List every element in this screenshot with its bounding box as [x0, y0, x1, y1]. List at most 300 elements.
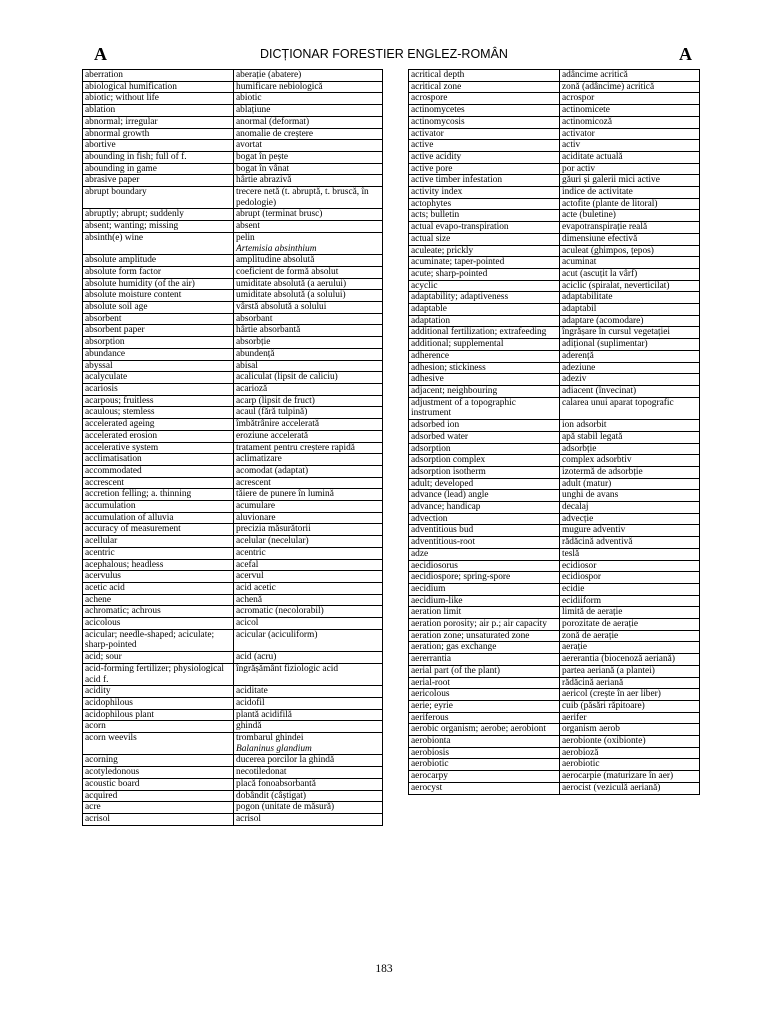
romanian-term — [234, 395, 383, 407]
romanian-translation: acervul — [236, 571, 264, 582]
romanian-translation: organism aerob — [562, 724, 620, 735]
entry-row — [409, 397, 700, 419]
romanian-term — [560, 374, 700, 386]
romanian-term — [234, 697, 383, 709]
english-term: aericolous — [409, 689, 560, 701]
entry-row — [409, 665, 700, 677]
entry-row — [83, 536, 383, 548]
entry-row — [83, 582, 383, 594]
english-term: adherence — [409, 350, 560, 362]
entry-row — [83, 348, 383, 360]
romanian-translation: aderență — [562, 350, 594, 361]
romanian-term — [234, 105, 383, 117]
romanian-term — [560, 70, 700, 82]
romanian-translation: tăiere de punere în lumină — [236, 489, 334, 500]
romanian-term — [560, 268, 700, 280]
romanian-term — [234, 814, 383, 826]
romanian-term — [234, 594, 383, 606]
romanian-term — [234, 348, 383, 360]
english-term: aerial part (of the plant) — [409, 665, 560, 677]
romanian-translation: bogat în vânat — [236, 163, 290, 174]
romanian-translation: ion adsorbit — [562, 420, 607, 431]
romanian-translation: adeziv — [562, 374, 587, 385]
romanian-translation: actinomicete — [562, 105, 610, 116]
romanian-translation: adițional (suplimentar) — [562, 339, 648, 350]
romanian-translation: acte (buletine) — [562, 210, 616, 221]
english-term: acid; sour — [83, 652, 234, 664]
english-term: adaptation — [409, 315, 560, 327]
english-term: aeration; gas exchange — [409, 642, 560, 654]
romanian-term — [560, 782, 700, 794]
entry-row — [83, 372, 383, 384]
romanian-translation: bogat în pește — [236, 151, 289, 162]
english-term: accelerative system — [83, 442, 234, 454]
entry-row — [409, 548, 700, 560]
romanian-translation: partea aeriană (a plantei) — [562, 665, 655, 676]
entry-row — [409, 175, 700, 187]
english-term: adsorbed water — [409, 431, 560, 443]
latin-name: Balaninus glandium — [236, 743, 312, 754]
english-term: actual evapo-transpiration — [409, 222, 560, 234]
romanian-term — [234, 618, 383, 630]
romanian-term — [234, 442, 383, 454]
page-number: 183 — [375, 963, 393, 975]
english-term: absinth(e) wine — [83, 232, 234, 254]
romanian-translation: calarea unui aparat topografic — [562, 397, 674, 408]
entry-row — [83, 594, 383, 606]
romanian-term — [234, 489, 383, 501]
romanian-translation: mugure adventiv — [562, 525, 626, 536]
romanian-translation: adeziune — [562, 362, 596, 373]
entry-row — [409, 595, 700, 607]
romanian-translation: aculeat (ghimpos, țepos) — [562, 245, 654, 256]
english-term: actual size — [409, 233, 560, 245]
romanian-translation: aciclic (spiralat, neverticilat) — [562, 280, 670, 291]
romanian-term — [560, 478, 700, 490]
romanian-term — [560, 771, 700, 783]
romanian-translation: hârtie absorbantă — [236, 325, 301, 336]
entry-row — [83, 733, 383, 755]
romanian-translation: dimensiune efectivă — [562, 233, 638, 244]
english-term: adaptability; adaptiveness — [409, 292, 560, 304]
romanian-translation: ecidiospor — [562, 572, 602, 583]
entry-row — [83, 407, 383, 419]
english-term: additional fertilization; extrafeeding — [409, 327, 560, 339]
romanian-translation: acut (ascuțit la vârf) — [562, 268, 638, 279]
english-term: accommodated — [83, 465, 234, 477]
romanian-translation: adult (matur) — [562, 478, 612, 489]
english-term: acritical zone — [409, 81, 560, 93]
english-term: aecidium — [409, 583, 560, 595]
english-term: aererrantia — [409, 654, 560, 666]
romanian-term — [560, 443, 700, 455]
romanian-term — [560, 151, 700, 163]
romanian-translation: apă stabil legată — [562, 431, 623, 442]
romanian-term — [234, 232, 383, 254]
romanian-term — [234, 778, 383, 790]
latin-name: Artemisia absinthium — [236, 243, 317, 254]
entry-row — [83, 547, 383, 559]
english-term: achene — [83, 594, 234, 606]
romanian-term — [234, 151, 383, 163]
english-term: adhesion; stickiness — [409, 362, 560, 374]
romanian-translation: aerocarpie (maturizare în aer) — [562, 771, 674, 782]
entry-row — [409, 362, 700, 374]
romanian-term — [560, 525, 700, 537]
entry-row — [409, 268, 700, 280]
english-term: adsorption — [409, 443, 560, 455]
entry-row — [83, 652, 383, 664]
english-term: abortive — [83, 140, 234, 152]
romanian-term — [234, 383, 383, 395]
romanian-translation: adaptabil — [562, 304, 597, 315]
english-term: adult; developed — [409, 478, 560, 490]
romanian-translation: evapotranspirație reală — [562, 222, 648, 233]
romanian-translation: găuri și galerii mici active — [562, 175, 660, 186]
romanian-translation: adâncime acritică — [562, 70, 628, 80]
entry-row — [409, 700, 700, 712]
romanian-translation: actinomicoză — [562, 116, 612, 127]
romanian-term — [234, 407, 383, 419]
romanian-translation: acarp (lipsit de fruct) — [236, 395, 315, 406]
english-term: acicolous — [83, 618, 234, 630]
english-term: acute; sharp-pointed — [409, 268, 560, 280]
romanian-term — [234, 175, 383, 187]
english-term: acritical depth — [409, 70, 560, 82]
entry-row — [83, 232, 383, 254]
romanian-term — [560, 502, 700, 514]
english-term: absolute form factor — [83, 266, 234, 278]
english-term: adventitious bud — [409, 525, 560, 537]
romanian-term — [560, 163, 700, 175]
romanian-translation: zonă de aerație — [562, 630, 619, 641]
romanian-translation: aclimatizare — [236, 454, 282, 465]
romanian-translation: acuminat — [562, 257, 597, 268]
romanian-term — [234, 547, 383, 559]
romanian-term — [234, 360, 383, 372]
romanian-term — [234, 477, 383, 489]
romanian-translation: complex adsorbtiv — [562, 455, 632, 466]
entry-row — [83, 571, 383, 583]
english-term: adsorption complex — [409, 455, 560, 467]
entry-row — [83, 606, 383, 618]
entry-row — [83, 524, 383, 536]
romanian-translation: acentric — [236, 547, 266, 558]
entry-row — [409, 339, 700, 351]
english-term: aerobiotic — [409, 759, 560, 771]
english-term: aerie; eyrie — [409, 700, 560, 712]
entry-row — [83, 814, 383, 826]
entry-row — [83, 442, 383, 454]
romanian-term — [560, 548, 700, 560]
entry-row — [409, 245, 700, 257]
romanian-term — [234, 606, 383, 618]
romanian-term — [560, 513, 700, 525]
english-term: accelerated ageing — [83, 419, 234, 431]
romanian-term — [560, 466, 700, 478]
entry-row — [409, 187, 700, 199]
romanian-translation: eroziune accelerată — [236, 430, 309, 441]
romanian-translation: acromatic (necolorabil) — [236, 606, 324, 617]
romanian-term — [234, 767, 383, 779]
romanian-term — [560, 736, 700, 748]
entry-row — [409, 513, 700, 525]
romanian-term — [560, 712, 700, 724]
romanian-translation: abisal — [236, 360, 258, 371]
english-term: acotyledonous — [83, 767, 234, 779]
romanian-term — [234, 116, 383, 128]
romanian-translation: abrupt (terminat brusc) — [236, 209, 323, 220]
english-term: absolute soil age — [83, 302, 234, 314]
entry-row — [83, 778, 383, 790]
romanian-term — [234, 128, 383, 140]
entry-row — [83, 360, 383, 372]
english-term: adsorption isotherm — [409, 466, 560, 478]
romanian-term — [234, 512, 383, 524]
romanian-translation: anormal (deformat) — [236, 116, 310, 127]
entry-row — [83, 501, 383, 513]
right-column-table — [408, 69, 700, 795]
entry-row — [83, 663, 383, 685]
romanian-translation: acelular (necelular) — [236, 536, 309, 547]
entry-row — [409, 105, 700, 117]
entry-row — [83, 187, 383, 209]
english-term: abrasive paper — [83, 175, 234, 187]
entry-row — [83, 163, 383, 175]
entry-row — [409, 736, 700, 748]
romanian-translation: aererantia (biocenoză aeriană) — [562, 654, 675, 665]
english-term: aerial-root — [409, 677, 560, 689]
romanian-translation: acid acetic — [236, 582, 276, 593]
romanian-term — [560, 490, 700, 502]
english-term: acervulus — [83, 571, 234, 583]
entry-row — [409, 583, 700, 595]
entry-row — [83, 81, 383, 93]
entry-row — [409, 747, 700, 759]
romanian-term — [234, 790, 383, 802]
romanian-term — [560, 665, 700, 677]
english-term: abounding in game — [83, 163, 234, 175]
entry-row — [409, 642, 700, 654]
english-term: abiological humification — [83, 81, 234, 93]
romanian-translation: îmbătrânire accelerată — [236, 419, 320, 430]
romanian-term — [234, 163, 383, 175]
entry-row — [409, 431, 700, 443]
entry-row — [83, 255, 383, 267]
romanian-translation: aericol (crește în aer liber) — [562, 689, 661, 700]
romanian-term — [234, 187, 383, 209]
romanian-term — [560, 257, 700, 269]
english-term: abnormal; irregular — [83, 116, 234, 128]
romanian-term — [234, 536, 383, 548]
romanian-term — [234, 454, 383, 466]
romanian-translation: absorbant — [236, 313, 273, 324]
entry-row — [409, 304, 700, 316]
entry-row — [409, 677, 700, 689]
romanian-term — [560, 431, 700, 443]
romanian-translation: aerocist (veziculă aeriană) — [562, 782, 661, 793]
romanian-term — [560, 724, 700, 736]
romanian-translation: indice de activitate — [562, 187, 633, 198]
romanian-translation: dobândit (câștigat) — [236, 790, 307, 801]
english-term: acyclic — [409, 280, 560, 292]
entry-row — [83, 489, 383, 501]
english-term: acre — [83, 802, 234, 814]
romanian-translation: advecție — [562, 513, 594, 524]
entry-row — [409, 782, 700, 794]
entry-row — [409, 222, 700, 234]
romanian-translation: acicular (aciculiform) — [236, 629, 318, 640]
romanian-term — [234, 802, 383, 814]
romanian-translation: aciditate actuală — [562, 151, 623, 162]
entry-row — [83, 755, 383, 767]
english-term: acquired — [83, 790, 234, 802]
romanian-term — [560, 677, 700, 689]
english-term: accuracy of measurement — [83, 524, 234, 536]
romanian-term — [234, 559, 383, 571]
entry-row — [83, 629, 383, 651]
entry-row — [83, 325, 383, 337]
entry-row — [83, 140, 383, 152]
romanian-translation: achenă — [236, 594, 263, 605]
entry-row — [409, 490, 700, 502]
romanian-term — [234, 652, 383, 664]
entry-row — [409, 466, 700, 478]
english-term: active — [409, 140, 560, 152]
entry-row — [409, 163, 700, 175]
english-term: acidophilous — [83, 697, 234, 709]
entry-row — [83, 721, 383, 733]
romanian-translation: necotiledonat — [236, 767, 287, 778]
romanian-translation: pogon (unitate de măsură) — [236, 802, 335, 813]
romanian-term — [560, 700, 700, 712]
romanian-translation: ecidiosor — [562, 560, 597, 571]
romanian-term — [560, 654, 700, 666]
entry-row — [409, 116, 700, 128]
romanian-term — [560, 420, 700, 432]
entry-row — [83, 93, 383, 105]
romanian-translation: activ — [562, 140, 581, 151]
english-term: absorbent paper — [83, 325, 234, 337]
entry-row — [83, 454, 383, 466]
romanian-translation: aciditate — [236, 686, 268, 697]
entry-row — [83, 790, 383, 802]
romanian-translation: rădăcină aeriană — [562, 677, 624, 688]
english-term: absolute amplitude — [83, 255, 234, 267]
romanian-translation: placă fonoabsorbantă — [236, 778, 316, 789]
english-term: aerocarpy — [409, 771, 560, 783]
romanian-translation: aerobioză — [562, 747, 599, 758]
romanian-term — [560, 105, 700, 117]
english-term: active timber infestation — [409, 175, 560, 187]
entry-row — [83, 512, 383, 524]
english-term: advance (lead) angle — [409, 490, 560, 502]
romanian-term — [560, 128, 700, 140]
romanian-translation: coeficient de formă absolut — [236, 266, 339, 277]
entry-row — [409, 350, 700, 362]
english-term: acentric — [83, 547, 234, 559]
english-term: activity index — [409, 187, 560, 199]
section-letter-left: A — [94, 44, 107, 64]
entry-row — [409, 455, 700, 467]
romanian-term — [560, 187, 700, 199]
romanian-term — [560, 292, 700, 304]
romanian-translation: acid (acru) — [236, 652, 277, 663]
romanian-translation: acaliculat (lipsit de caliciu) — [236, 372, 338, 383]
romanian-term — [560, 175, 700, 187]
entry-row — [83, 209, 383, 221]
romanian-term — [234, 325, 383, 337]
romanian-translation: actofite (plante de litoral) — [562, 198, 658, 209]
entry-row — [83, 618, 383, 630]
romanian-term — [234, 663, 383, 685]
romanian-term — [234, 290, 383, 302]
romanian-translation: acumulare — [236, 501, 276, 512]
english-term: acts; bulletin — [409, 210, 560, 222]
romanian-translation: anomalie de creștere — [236, 128, 314, 139]
romanian-translation: acrescent — [236, 477, 271, 488]
entry-row — [83, 559, 383, 571]
dictionary-title: DICȚIONAR FORESTIER ENGLEZ-ROMÂN — [260, 47, 508, 61]
english-term: aeriferous — [409, 712, 560, 724]
romanian-translation: aerobiotic — [562, 759, 600, 770]
entry-row — [83, 302, 383, 314]
romanian-term — [234, 70, 383, 82]
romanian-translation: umiditate absolută (a aerului) — [236, 278, 347, 289]
romanian-translation: adiacent (învecinat) — [562, 385, 637, 396]
romanian-term — [560, 689, 700, 701]
entry-row — [409, 198, 700, 210]
entry-row — [83, 395, 383, 407]
english-term: adjustment of a topographic instrument — [409, 397, 560, 419]
romanian-translation: aluvionare — [236, 512, 276, 523]
entry-row — [83, 337, 383, 349]
romanian-term — [560, 81, 700, 93]
entry-row — [409, 537, 700, 549]
english-term: aculeate; prickly — [409, 245, 560, 257]
entry-row — [409, 607, 700, 619]
english-term: acorn — [83, 721, 234, 733]
romanian-translation: teslă — [562, 548, 580, 559]
romanian-term — [234, 709, 383, 721]
romanian-translation: adaptare (acomodare) — [562, 315, 644, 326]
romanian-translation: rădăcină adventivă — [562, 537, 633, 548]
entry-row — [409, 280, 700, 292]
english-term: adventitious-root — [409, 537, 560, 549]
romanian-term — [234, 465, 383, 477]
romanian-translation: ecidie — [562, 583, 585, 594]
romanian-term — [560, 280, 700, 292]
entry-row — [409, 525, 700, 537]
romanian-translation: ghindă — [236, 721, 262, 732]
entry-row — [409, 70, 700, 82]
romanian-translation: aerifer — [562, 712, 587, 723]
entry-row — [83, 383, 383, 395]
entry-row — [409, 689, 700, 701]
english-term: acicular; needle-shaped; aciculate; sharp-pointed — [83, 629, 234, 651]
romanian-translation: porozitate de aerație — [562, 619, 638, 630]
english-term: aecidium-like — [409, 595, 560, 607]
entry-row — [409, 385, 700, 397]
english-term: accumulation — [83, 501, 234, 513]
english-term: absolute humidity (of the air) — [83, 278, 234, 290]
entry-row — [83, 709, 383, 721]
english-term: additional; supplemental — [409, 339, 560, 351]
romanian-term — [560, 93, 700, 105]
romanian-translation: acrisol — [236, 814, 261, 824]
english-term: aeration zone; unsaturated zone — [409, 630, 560, 642]
entry-row — [409, 443, 700, 455]
